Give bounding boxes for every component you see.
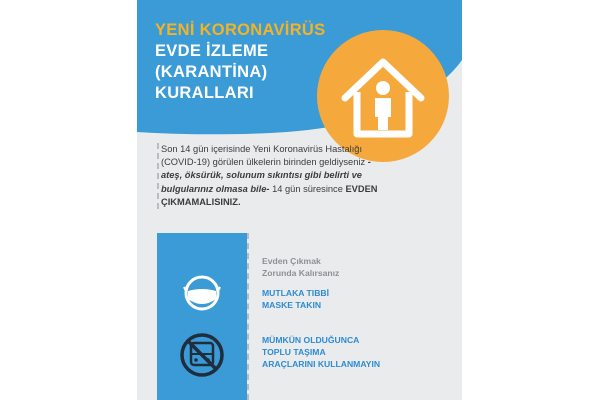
rule-mask-line-1: MUTLAKA TIBBİ (262, 288, 329, 298)
section-divider (247, 233, 251, 400)
intro-text-1: Son 14 gün içerisinde Yeni Koronavirüs Hastalığı (COVID-19) görülen ülkelerin birinden geldiyseniz (161, 144, 366, 168)
rule-mask-line-2: MASKE TAKIN (262, 300, 322, 310)
rule-transport-line-3: ARAÇLARINI KULLANMAYIN (262, 359, 381, 369)
rule-transport (262, 334, 380, 370)
intro-text-2: 14 gün süresince (269, 183, 346, 194)
title-line-2: EVDE İZLEME (155, 42, 269, 60)
face-mask-icon (184, 277, 220, 309)
quarantine-poster (137, 0, 462, 400)
page-title (155, 20, 325, 104)
rule-mask (262, 287, 329, 311)
note-line-2: Zorunda Kalırsanız (262, 267, 340, 278)
intro-symptoms: -ateş, öksürük, solunum sıkıntısı gibi belirti ve bulgularınız olmasa bile- (161, 157, 371, 194)
intro-warning: EVDEN ÇIKMAMALISINIZ. (161, 183, 378, 207)
no-bus-icon (182, 335, 222, 375)
rule-transport-line-1: MÜMKÜN OLDUĞUNCA (262, 335, 360, 345)
rule-transport-line-2: TOPLU TAŞIMA (262, 347, 326, 357)
title-line-4: KURALLARI (155, 84, 254, 102)
rules-note (262, 256, 339, 279)
rule-icon-column (157, 233, 247, 400)
title-line-1: YENİ KORONAVİRÜS (155, 21, 326, 39)
title-line-3: (KARANTİNA) (155, 63, 268, 81)
note-line-1: Evden Çıkmak (262, 256, 321, 266)
intro-paragraph (157, 143, 391, 209)
